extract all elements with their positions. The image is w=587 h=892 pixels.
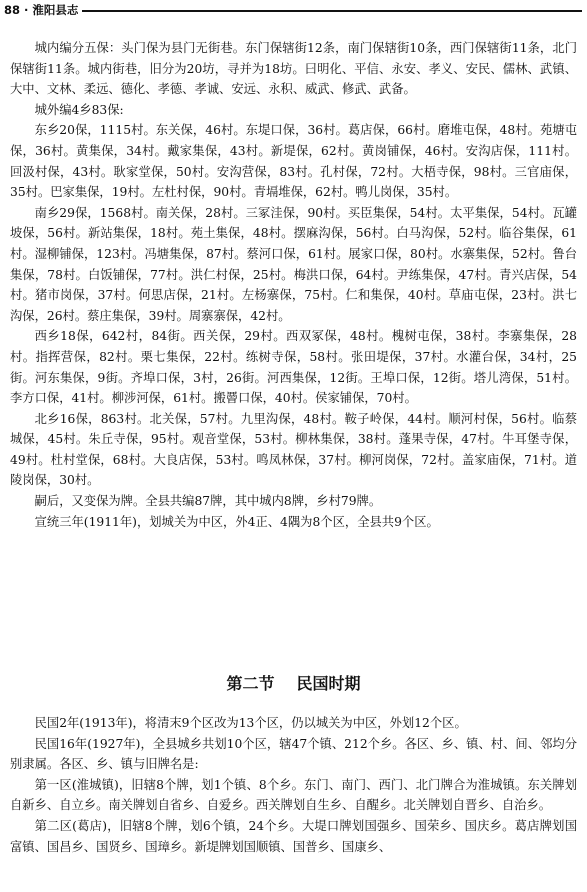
paragraph: 民国16年(1927年)，全县城乡共划10个区，辖47个镇、212个乡。各区、乡、镇、村、间、邻均分别隶属。各区、乡、镇与旧牌名是: [10, 736, 577, 772]
section-2-body [10, 713, 577, 857]
paragraph: 宣统三年(1911年)，划城关为中区，外4正、4隅为8个区，全县共9个区。 [34, 514, 439, 529]
section-number: 第二节 [226, 674, 275, 693]
paragraph: 北乡16保，863村。北关保，57村。九里沟保，48村。鞍子岭保，44村。顺河村保，56村。临蔡城保，45村。朱丘寺保，95村。观音堂保，53村。柳林集保，38村。蓬果寺保，47村。牛耳堡寺保，49村。杜村堂保，68村。大良店保，53村。鸣凤林保，37村。柳河岗保，72村。盖家庙保，71村。道陵岗保，30村。 [10, 411, 577, 488]
paragraph: 东乡20保，1115村。东关保，46村。东堤口保，36村。葛店保，66村。磨堆屯保，48村。苑塘屯保，36村。黄集保，34村。戴家集保，43村。新堤保，62村。黄岗铺保，46村。安沟店保，111村。回汲村保，43村。耿家堂保，50村。安沟营保，83村。孔村保，72村。大梧寺保，98村。三官庙保，35村。巴家集保，19村。左杜村保，90村。青塥堆保，62村。鸭儿岗保，35村。 [10, 123, 577, 200]
paragraph: 民国2年(1913年)，将清末9个区改为13个区，仍以城关为中区，外划12个区。 [34, 716, 467, 730]
running-header [4, 2, 582, 18]
paragraph: 西乡18保，642村，84街。西关保，29村。西双冢保，48村。槐树屯保，38村。李寨集保，28村。指挥营保，82村。栗七集保，22村。练树寺保，58村。张田堤保，37村。水灌台保，34村，25街。河东集保，9街。齐埠口保，3村，26街。河西集保，12街。王埠口保，12街。塔儿湾保，51村。李方口保，41村。柳涉河保，61村。搬罾口保，40村。侯家铺保，70村。 [10, 329, 577, 406]
paragraph: 第一区(淮城镇)，旧辖8个牌，划1个镇、8个乡。东门、南门、西门、北门牌合为淮城镇。东关牌划自新乡、自立乡。南关牌划自省乡、自爱乡。西关牌划自生乡、自醒乡。北关牌划自晋乡、自治乡。 [10, 777, 577, 813]
section-1-body [10, 38, 577, 532]
section-heading [0, 672, 587, 696]
page-number-and-title: 88 · 淮阳县志 [4, 3, 79, 17]
paragraph: 南乡29保，1568村。南关保，28村。三冢洼保，90村。买臣集保，54村。太平集保，54村。瓦罐坡保，56村。新站集保，18村。苑土集保，48村。摆麻沟保，56村。白马沟保，52村。临谷集保，61村。湿柳铺保，123村。冯塘集保，87村。蔡河口保，61村。展家口保，80村。水寨集保，52村。鲁台集保，78村。白饭铺保，77村。洪仁村保，25村。梅洪口保，64村。尹练集保，47村。青兴店保，54村。猪市岗保，37村。何思店保，21村。左杨寨保，75村。仁和集保，40村。草庙屯保，23村。洪七沟保，26村。蔡庄集保，39村。周寨寨保，42村。 [10, 205, 577, 323]
paragraph: 嗣后，又变保为牌。全县共编87牌，其中城内8牌，乡村79牌。 [34, 494, 382, 509]
paragraph: 第二区(葛店)，旧辖8个牌，划6个镇，24个乡。大堤口牌划国强乡、国荣乡、国庆乡。葛店牌划国富镇、国昌乡、国贤乡、国璋乡。新堤牌划国顺镇、国普乡、国康乡、 [10, 818, 577, 854]
header-rule [82, 10, 582, 12]
paragraph: 城外编4乡83保: [34, 102, 124, 117]
paragraph: 城内编分五保：头门保为县门无街巷。东门保辖街12条，南门保辖街10条，西门保辖街11条，北门保辖街11条。城内街巷，旧分为20坊，寻并为18坊。曰明化、平信、永安、孝义、安民、儒林、武镇、大中、文林、柔远、德化、孝德、孝诚、安远、永积、威武、修武、武备。 [10, 41, 577, 97]
section-title: 民国时期 [296, 674, 361, 693]
